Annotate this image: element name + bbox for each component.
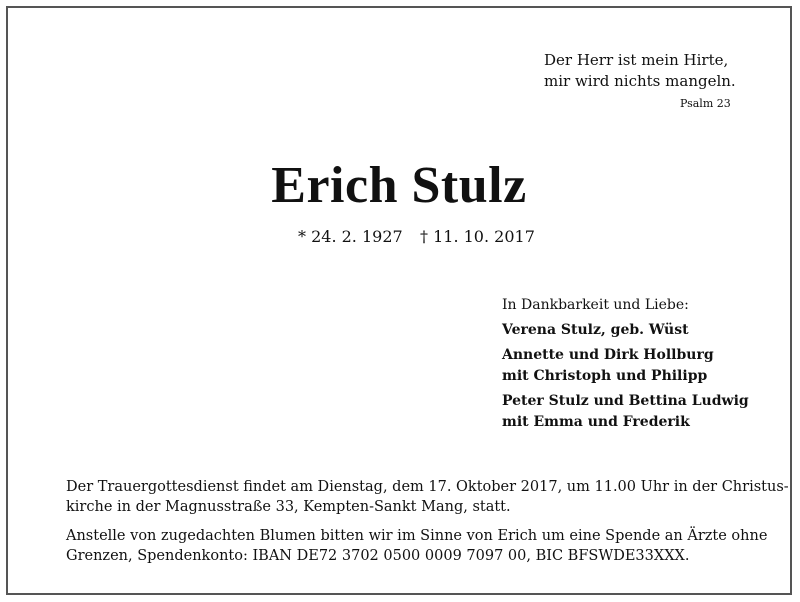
donation-line: Anstelle von zugedachten Blumen bitten wir im Sinne von Erich um eine Spende an Ärzte ohne (66, 528, 768, 544)
mourners-block (502, 295, 749, 433)
donation-info (66, 526, 768, 566)
funeral-service-info (66, 477, 789, 517)
quote-line: mir wird nichts mangeln. (544, 72, 736, 90)
mourner-line: Peter Stulz und Bettina Ludwig (502, 393, 749, 409)
mourner-group (502, 345, 749, 387)
mourner-line: Annette und Dirk Hollburg (502, 347, 714, 363)
mourner-group (502, 391, 749, 433)
mourner-group (502, 320, 749, 341)
quote-line: Der Herr ist mein Hirte, (544, 51, 729, 69)
obituary-notice (6, 6, 792, 595)
deceased-name: Erich Stulz (271, 157, 527, 214)
mourner-line: Verena Stulz, geb. Wüst (502, 322, 689, 338)
birth-date: * 24. 2. 1927 (298, 227, 403, 246)
service-line: kirche in der Magnusstraße 33, Kempten-Sankt Mang, statt. (66, 499, 511, 515)
donation-line: Grenzen, Spendenkonto: IBAN DE72 3702 0500 0009 7097 00, BIC BFSWDE33XXX. (66, 548, 690, 564)
mourners-intro: In Dankbarkeit und Liebe: (502, 297, 689, 313)
bible-quote (544, 50, 736, 92)
death-date: † 11. 10. 2017 (420, 227, 535, 246)
service-line: Der Trauergottesdienst findet am Dienstag, dem 17. Oktober 2017, um 11.00 Uhr in der Christus- (66, 479, 789, 495)
mourner-line: mit Christoph und Philipp (502, 368, 708, 384)
mourner-line: mit Emma und Frederik (502, 414, 690, 430)
quote-source: Psalm 23 (680, 97, 731, 110)
